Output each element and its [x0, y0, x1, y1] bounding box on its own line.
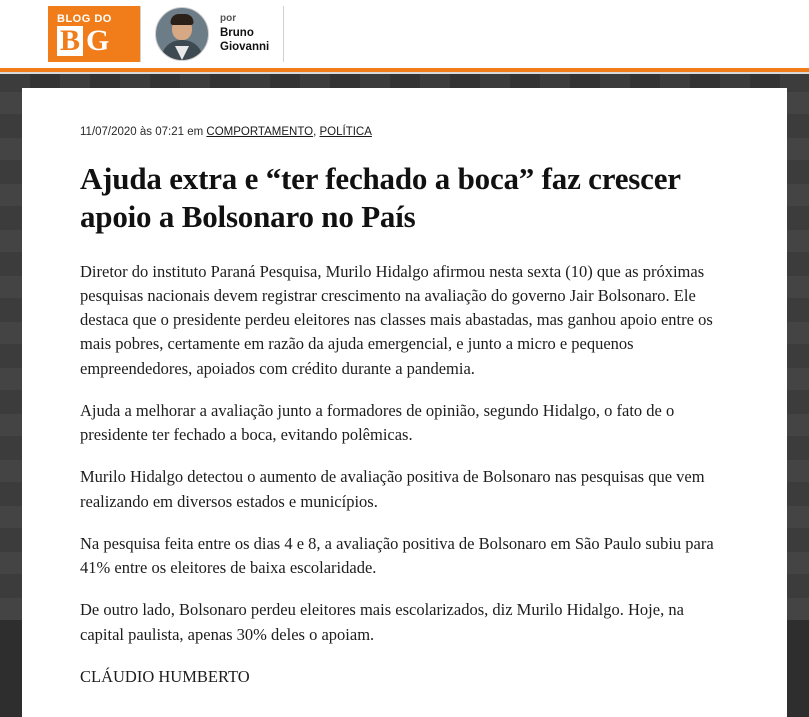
article-paragraph: Diretor do instituto Paraná Pesquisa, Murilo Hidalgo afirmou nesta sexta (10) que as próximas pesquisas nacionais devem registrar crescimento na avaliação do governo Jair Bolsonaro. Ele destaca que o presidente perdeu eleitores nas classes mais abastadas, mas ganhou apoio entre os mais pobres, certamente em razão da ajuda emergencial, e junto a micro e pequenos empreendedores, apoiados com crédito durante a pandemia. — [80, 261, 713, 378]
author-text — [220, 13, 269, 54]
author-byline — [141, 0, 269, 68]
article-meta — [80, 126, 729, 138]
page-title: Ajuda extra e “ter fechado a boca” faz crescer apoio a Bolsonaro no País — [80, 161, 681, 234]
category-separator: , — [313, 126, 320, 138]
header-right-divider — [283, 6, 284, 62]
article-paragraph: Na pesquisa feita entre os dias 4 e 8, a avaliação positiva de Bolsonaro em São Paulo subiu para 41% entre os eleitores de baixa escolaridade. — [80, 533, 714, 578]
category-link-comportamento[interactable]: COMPORTAMENTO — [206, 126, 314, 138]
site-header — [0, 0, 809, 68]
logo-initials — [57, 23, 140, 57]
article-paragraph: De outro lado, Bolsonaro perdeu eleitores mais escolarizados, diz Murilo Hidalgo. Hoje, na capital paulista, apenas 30% deles o apoiam. — [80, 600, 684, 644]
article-signature: CLÁUDIO HUMBERTO — [80, 666, 250, 686]
avatar — [155, 7, 209, 61]
article-paragraph: Ajuda a melhorar a avaliação junto a formadores de opinião, segundo Hidalgo, o fato de o presidente ter fechado a boca, evitando polêmicas. — [80, 400, 675, 445]
category-link-politica[interactable]: POLÍTICA — [319, 126, 372, 138]
site-logo[interactable] — [0, 0, 140, 68]
header-secondary-rule — [0, 72, 809, 74]
article-paragraph: Murilo Hidalgo detectou o aumento de avaliação positiva de Bolsonaro nas pesquisas que vem realizando em diversos estados e municípios. — [80, 467, 705, 511]
logo-letter-g: G — [86, 23, 110, 57]
article-body — [80, 260, 729, 690]
author-first-name: Bruno — [220, 26, 254, 39]
article-date: 11/07/2020 às 07:21 em — [80, 126, 204, 138]
logo-mark[interactable] — [48, 6, 140, 62]
logo-top-text: BLOG DO — [57, 12, 112, 25]
logo-letter-b: B — [57, 26, 83, 56]
avatar-hair-shape — [171, 14, 194, 25]
author-by-label: por — [220, 13, 237, 25]
author-last-name: Giovanni — [220, 41, 270, 54]
article-card — [22, 88, 787, 717]
